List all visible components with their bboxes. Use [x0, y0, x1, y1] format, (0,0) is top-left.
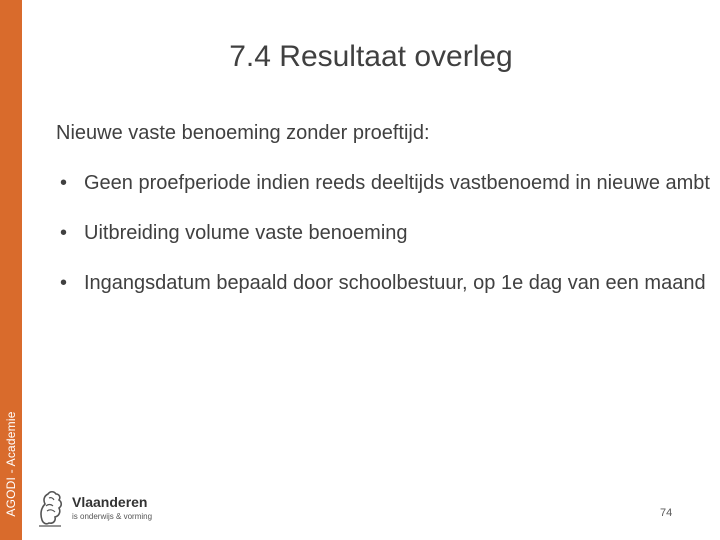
bullet-item	[60, 268, 710, 298]
vlaanderen-logo	[34, 486, 174, 530]
bullet-text: Ingangsdatum bepaald door schoolbestuur, op 1e dag van een maand	[84, 272, 706, 294]
bullet-marker: •	[60, 172, 68, 194]
slide-title: 7.4 Resultaat overleg	[229, 40, 513, 73]
logo-title: Vlaanderen	[72, 494, 148, 510]
flemish-lion-icon	[34, 486, 66, 528]
page-number: 74	[660, 507, 673, 519]
slide-subtitle: Nieuwe vaste benoeming zonder proeftijd:	[56, 122, 430, 144]
sidebar	[0, 0, 22, 540]
bullet-item	[60, 218, 710, 248]
bullet-marker: •	[60, 272, 68, 294]
sidebar-label: AGODI - Academie	[4, 411, 18, 517]
bullet-item	[60, 168, 710, 198]
bullet-marker: •	[60, 222, 68, 244]
logo-subtitle: is onderwijs & vorming	[72, 512, 153, 521]
bullet-list	[60, 168, 710, 318]
bullet-text: Uitbreiding volume vaste benoeming	[84, 222, 408, 244]
bullet-text: Geen proefperiode indien reeds deeltijds vastbenoemd in nieuwe ambt	[84, 172, 710, 194]
